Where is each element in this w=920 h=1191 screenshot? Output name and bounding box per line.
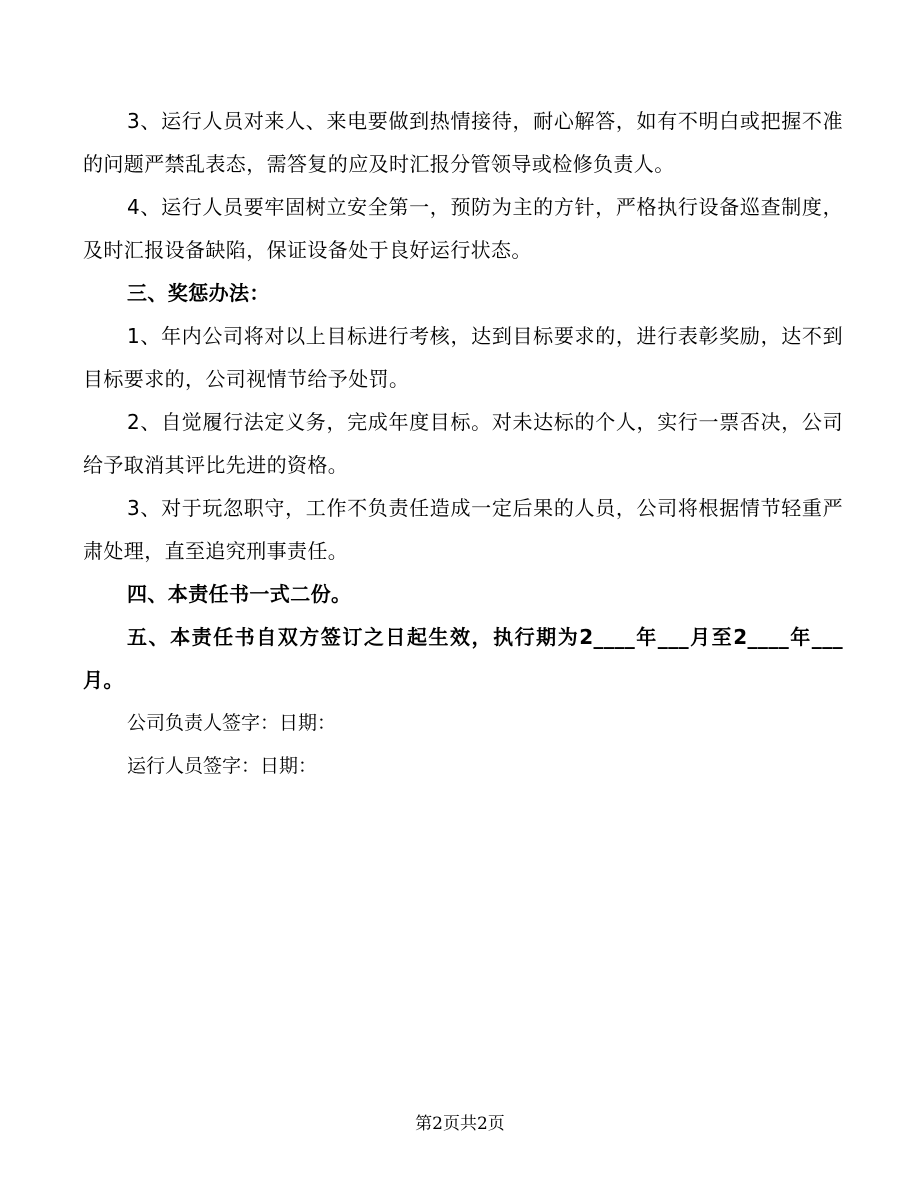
page-footer: 第2页共2页 <box>415 1114 505 1134</box>
section-heading-copies: 四、本责任书一式二份。 <box>127 582 352 606</box>
company-signature-line: 公司负责人签字：日期： <box>127 712 337 734</box>
paragraph-item-3-reception: 3、运行人员对来人、来电要做到热情接待，耐心解答，如有不明白或把握不准的问题严禁乱表态，需答复的应及时汇报分管领导或检修负责人。 <box>83 109 843 176</box>
document-body <box>83 100 843 788</box>
section-heading-validity: 五、本责任书自双方签订之日起生效，执行期为2____年___月至2____年___月。 <box>83 625 843 692</box>
paragraph-reward-2: 2、自觉履行法定义务，完成年度目标。对未达标的个人，实行一票否决，公司给予取消其评比先进的资格。 <box>83 410 843 477</box>
paragraph-item-4-safety: 4、运行人员要牢固树立安全第一，预防为主的方针，严格执行设备巡查制度，及时汇报设备缺陷，保证设备处于良好运行状态。 <box>83 195 843 262</box>
paragraph-reward-1: 1、年内公司将对以上目标进行考核，达到目标要求的，进行表彰奖励，达不到目标要求的，公司视情节给予处罚。 <box>83 324 843 391</box>
section-heading-rewards: 三、奖惩办法： <box>127 281 270 305</box>
operator-signature-line: 运行人员签字：日期： <box>127 755 318 777</box>
paragraph-reward-3: 3、对于玩忽职守，工作不负责任造成一定后果的人员，公司将根据情节轻重严肃处理，直至追究刑事责任。 <box>83 496 843 563</box>
